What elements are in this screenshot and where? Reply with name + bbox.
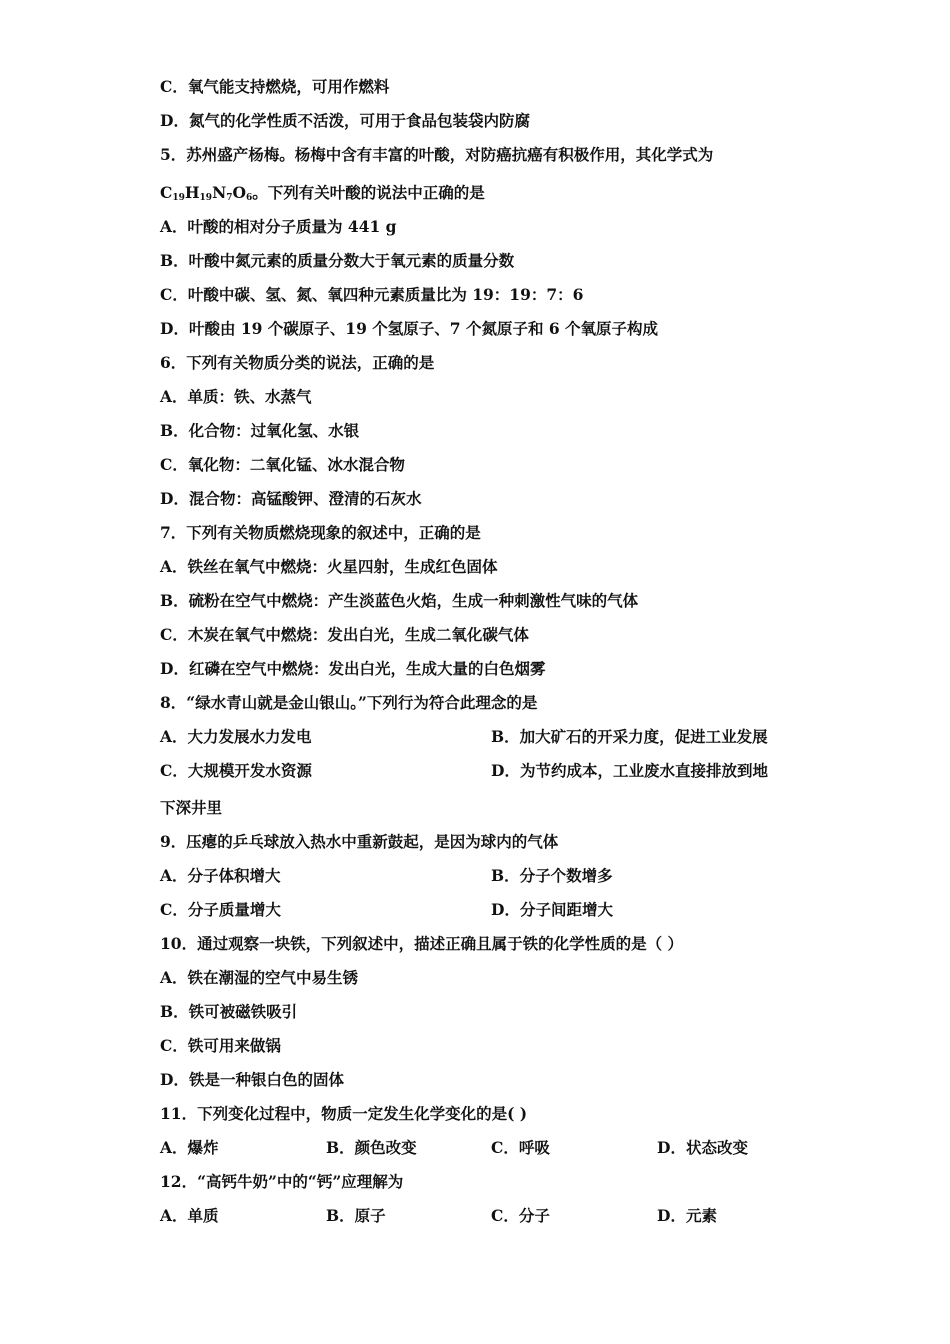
question-7-stem: 7．下列有关物质燃烧现象的叙述中，正确的是: [160, 523, 481, 542]
formula-element: N: [212, 183, 227, 202]
option-line: B．分子个数增多: [491, 866, 613, 885]
option-line: D．状态改变: [657, 1138, 748, 1157]
option-line: C．大规模开发水资源: [160, 761, 312, 780]
option-line: D．红磷在空气中燃烧：发出白光，生成大量的白色烟雾: [160, 659, 546, 678]
option-line: D．铁是一种银白色的固体: [160, 1070, 344, 1089]
option-line: A．爆炸: [160, 1138, 219, 1157]
formula-element: O: [232, 183, 247, 202]
option-line: D．氮气的化学性质不活泼，可用于食品包装袋内防腐: [160, 111, 530, 130]
formula-subscript: 7: [226, 193, 233, 203]
question-9-stem: 9．压瘪的乒乓球放入热水中重新鼓起，是因为球内的气体: [160, 832, 559, 851]
option-line: B．铁可被磁铁吸引: [160, 1002, 298, 1021]
option-line: B．原子: [326, 1206, 386, 1225]
option-line: A．单质：铁、水蒸气: [160, 387, 312, 406]
formula-element: H: [184, 183, 200, 202]
option-line: A．叶酸的相对分子质量为 441 g: [160, 217, 397, 236]
option-line: C．呼吸: [491, 1138, 550, 1157]
option-line: C．木炭在氧气中燃烧：发出白光，生成二氧化碳气体: [160, 625, 529, 644]
option-line: D．混合物：高锰酸钾、澄清的石灰水: [160, 489, 422, 508]
option-line: C．氧化物：二氧化锰、冰水混合物: [160, 455, 405, 474]
formula-subscript: 6: [246, 193, 253, 203]
option-line: B．加大矿石的开采力度，促进工业发展: [491, 727, 768, 746]
option-line: D．叶酸由 19 个碳原子、19 个氢原子、7 个氮原子和 6 个氧原子构成: [160, 319, 659, 338]
option-line: D．元素: [657, 1206, 717, 1225]
option-line: C．分子: [491, 1206, 550, 1225]
option-line: A．大力发展水力发电: [160, 727, 312, 746]
question-5-stem: 5．苏州盛产杨梅。杨梅中含有丰富的叶酸，对防癌抗癌有积极作用，其化学式为: [160, 145, 714, 164]
option-line: C．叶酸中碳、氢、氮、氧四种元素质量比为 19：19：7：6: [160, 285, 584, 304]
option-line: B．叶酸中氮元素的质量分数大于氧元素的质量分数: [160, 251, 515, 270]
option-line: A．分子体积增大: [160, 866, 281, 885]
formula-element: C: [160, 183, 173, 202]
option-line-continued: 下深井里: [160, 798, 223, 817]
option-line: B．颜色改变: [326, 1138, 417, 1157]
question-8-stem: 8．“绿水青山就是金山银山。”下列行为符合此理念的是: [160, 693, 538, 712]
option-line: B．化合物：过氧化氢、水银: [160, 421, 360, 440]
question-10-stem: 10．通过观察一块铁，下列叙述中，描述正确且属于铁的化学性质的是（ ）: [160, 934, 683, 953]
option-line: C．铁可用来做锅: [160, 1036, 281, 1055]
option-line: C．氧气能支持燃烧，可用作燃料: [160, 77, 390, 96]
option-line: D．分子间距增大: [491, 900, 613, 919]
option-line: A．单质: [160, 1206, 219, 1225]
formula-subscript: 19: [172, 193, 185, 203]
option-line: C．分子质量增大: [160, 900, 281, 919]
question-11-stem: 11．下列变化过程中，物质一定发生化学变化的是( ): [160, 1104, 528, 1123]
option-line: A．铁丝在氧气中燃烧：火星四射，生成红色固体: [160, 557, 498, 576]
question-6-stem: 6．下列有关物质分类的说法，正确的是: [160, 353, 435, 372]
question-12-stem: 12．“高钙牛奶”中的“钙”应理解为: [160, 1172, 404, 1191]
formula-subscript: 19: [199, 193, 213, 203]
question-5-formula-line: [160, 183, 485, 208]
question-5-stem-continued: 。下列有关叶酸的说法中正确的是: [252, 183, 485, 202]
option-line: A．铁在潮湿的空气中易生锈: [160, 968, 359, 987]
option-line: B．硫粉在空气中燃烧：产生淡蓝色火焰，生成一种刺激性气味的气体: [160, 591, 639, 610]
option-line: D．为节约成本，工业废水直接排放到地: [491, 761, 768, 780]
